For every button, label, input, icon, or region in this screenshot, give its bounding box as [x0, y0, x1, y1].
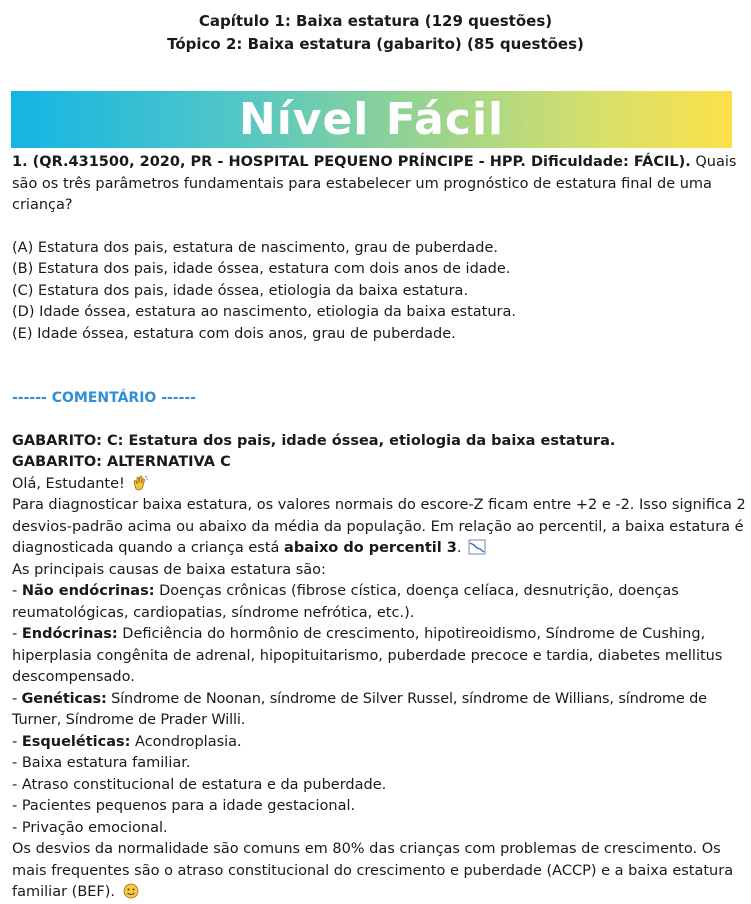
- closing-paragraph: Os desvios da normalidade são comuns em 80% das crianças com problemas de crescimento. Os mais frequentes são o atraso constitucional do crescimento e puberdade (ACCP) e a baixa estatura familiar (BEF).: [12, 841, 734, 900]
- topic-title: Tópico 2: Baixa estatura (gabarito) (85 questões): [167, 35, 584, 53]
- option-b: (B) Estatura dos pais, idade óssea, estatura com dois anos de idade.: [12, 261, 511, 277]
- cause-non-endocrine: - Não endócrinas: Doenças crônicas (fibrose cística, doença celíaca, desnutrição, doenças reumatológicas, cardiopatias, síndrome nefrótica, etc.).: [12, 583, 679, 621]
- causes-intro: As principais causas de baixa estatura são:: [12, 561, 326, 578]
- cause-genetic: - Genéticas: Síndrome de Noonan, síndrome de Silver Russel, síndrome de Willians, síndrome de Turner, Síndrome de Prader Willi.: [12, 690, 707, 728]
- cause-constitutional: - Atraso constitucional de estatura e da puberdade.: [12, 776, 387, 793]
- greeting: Olá, Estudante!: [12, 474, 747, 496]
- paragraph-diagnosis: Para diagnosticar baixa estatura, os valores normais do escore-Z ficam entre +2 e -2. Isso significa 2 desvios-padrão acima ou abaixo da média da população. Em relação ao percentil, a baixa estatura é diagnosticada quando a criança está abaixo do percentil 3.: [12, 497, 746, 556]
- option-c: (C) Estatura dos pais, idade óssea, etiologia da baixa estatura.: [12, 282, 469, 299]
- cause-skeletal: - Esqueléticas: Acondroplasia.: [12, 733, 242, 750]
- question-content: [12, 152, 747, 904]
- header: [0, 10, 751, 56]
- option-a: (A) Estatura dos pais, estatura de nascimento, grau de puberdade.: [12, 239, 498, 256]
- cause-emotional: - Privação emocional.: [12, 819, 168, 836]
- cause-sga: - Pacientes pequenos para a idade gestacional.: [12, 798, 356, 814]
- option-e: (E) Idade óssea, estatura com dois anos, grau de puberdade.: [12, 325, 456, 342]
- question-statement: [12, 152, 747, 217]
- cause-endocrine: - Endócrinas: Deficiência do hormônio de crescimento, hipotireoidismo, Síndrome de Cushing, hiperplasia congênita de adrenal, hipopituitarismo, puberdade precoce e tardia, diabetes mellitus descompensado.: [12, 626, 723, 685]
- difficulty-banner: [11, 91, 732, 148]
- comment-title: ------ COMENTÁRIO ------: [12, 390, 197, 406]
- question-text: Quais são os três parâmetros fundamentais para estabelecer um prognóstico de estatura final de uma criança?: [12, 154, 737, 213]
- banner-text: Nível Fácil: [238, 94, 505, 145]
- question-meta: 1. (QR.431500, 2020, PR - HOSPITAL PEQUENO PRÍNCIPE - HPP. Dificuldade: FÁCIL).: [12, 154, 691, 170]
- smiley-face-icon: [122, 883, 140, 899]
- answer-line-2: GABARITO: ALTERNATIVA C: [12, 454, 231, 470]
- cause-familial: - Baixa estatura familiar.: [12, 755, 191, 771]
- option-d: (D) Idade óssea, estatura ao nascimento, etiologia da baixa estatura.: [12, 304, 516, 320]
- answer-line-1: GABARITO: C: Estatura dos pais, idade óssea, etiologia da baixa estatura.: [12, 432, 616, 449]
- chart-decreasing-icon: [468, 539, 486, 555]
- waving-hand-icon: [131, 475, 149, 491]
- chapter-title: Capítulo 1: Baixa estatura (129 questões): [198, 12, 553, 30]
